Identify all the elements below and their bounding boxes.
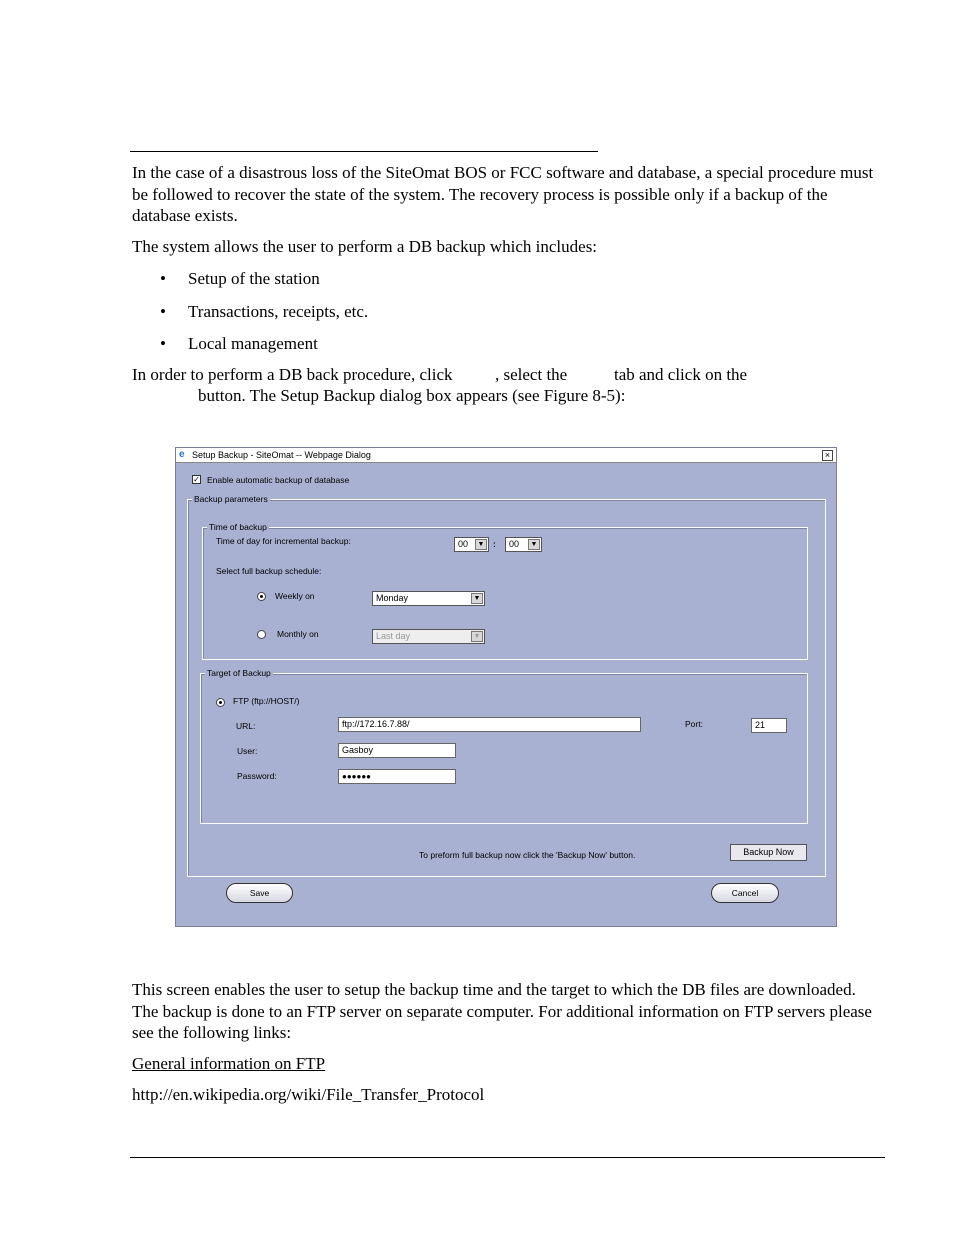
chevron-down-icon: ▼ — [471, 631, 483, 642]
bullet-item: • Local management — [160, 334, 318, 353]
target-of-backup-legend: Target of Backup — [207, 668, 271, 678]
url-input[interactable]: ftp://172.16.7.88/ — [338, 717, 641, 732]
password-label: Password: — [237, 771, 277, 781]
setup-backup-dialog — [175, 447, 837, 927]
target-of-backup-group — [200, 668, 808, 824]
chevron-down-icon: ▼ — [475, 539, 487, 550]
top-rule — [130, 151, 598, 152]
screen-description-paragraph: This screen enables the user to setup the backup time and the target to which the DB files are downloaded. The backup is done to an FTP server on separate computer. For additional information on FTP servers please see the following links: — [132, 980, 872, 1042]
hour-select[interactable]: 00 ▼ — [454, 537, 489, 552]
ftp-info-link[interactable]: General information on FTP — [132, 1054, 326, 1073]
minute-select[interactable]: 00 ▼ — [505, 537, 542, 552]
password-input[interactable]: ●●●●●● — [338, 769, 456, 784]
monthly-day-select[interactable]: Last day ▼ — [372, 629, 485, 644]
bullet-item: • Transactions, receipts, etc. — [160, 302, 369, 321]
port-input[interactable]: 21 — [751, 718, 787, 733]
monthly-radio[interactable] — [257, 630, 266, 639]
chevron-down-icon: ▼ — [471, 593, 483, 604]
dialog-titlebar — [176, 448, 836, 463]
ftp-label: FTP (ftp://HOST/) — [233, 696, 300, 706]
wikipedia-url[interactable]: http://en.wikipedia.org/wiki/File_Transfer_Protocol — [132, 1085, 485, 1104]
port-label: Port: — [685, 719, 703, 729]
chevron-down-icon: ▼ — [528, 539, 540, 550]
backup-now-button[interactable]: Backup Now — [730, 844, 807, 861]
cancel-button[interactable]: Cancel — [711, 883, 779, 903]
procedure-line-1: In order to perform a DB back procedure, click , select the tab and click on the — [132, 365, 748, 384]
backup-parameters-group — [187, 494, 826, 877]
enable-auto-backup-checkbox[interactable]: ✓ — [193, 475, 200, 484]
weekly-label: Weekly on — [275, 591, 315, 601]
backup-now-hint: To preform full backup now click the 'Backup Now' button. — [419, 850, 636, 860]
time-of-backup-group — [202, 522, 808, 660]
user-label: User: — [237, 746, 258, 756]
weekly-day-select[interactable]: Monday ▼ — [372, 591, 485, 606]
ie-icon: e — [179, 449, 185, 460]
procedure-line-2: button. The Setup Backup dialog box appears (see Figure 8-5): — [198, 386, 626, 405]
weekly-radio[interactable] — [257, 592, 266, 601]
time-of-backup-legend: Time of backup — [209, 522, 267, 532]
system-allows-paragraph: The system allows the user to perform a DB backup which includes: — [132, 237, 598, 256]
url-label: URL: — [236, 721, 256, 731]
backup-parameters-legend: Backup parameters — [194, 494, 268, 504]
select-full-schedule-label: Select full backup schedule: — [216, 566, 322, 576]
save-button[interactable]: Save — [226, 883, 293, 903]
ftp-radio[interactable] — [216, 698, 225, 707]
time-of-day-label: Time of day for incremental backup: — [216, 536, 351, 546]
user-input[interactable]: Gasboy — [338, 743, 456, 758]
enable-auto-backup-label: Enable automatic backup of database — [207, 475, 350, 485]
bullet-item: • Setup of the station — [160, 269, 320, 288]
intro-paragraph: In the case of a disastrous loss of the SiteOmat BOS or FCC software and database, a special procedure must be followed to recover the state of the system. The recovery process is possible only if a backup of the database exists. — [132, 163, 874, 225]
dialog-title: Setup Backup - SiteOmat -- Webpage Dialog — [192, 450, 371, 460]
monthly-label: Monthly on — [277, 629, 319, 639]
close-icon[interactable]: × — [822, 450, 833, 461]
time-colon: : — [493, 539, 496, 549]
bottom-rule — [130, 1157, 885, 1158]
